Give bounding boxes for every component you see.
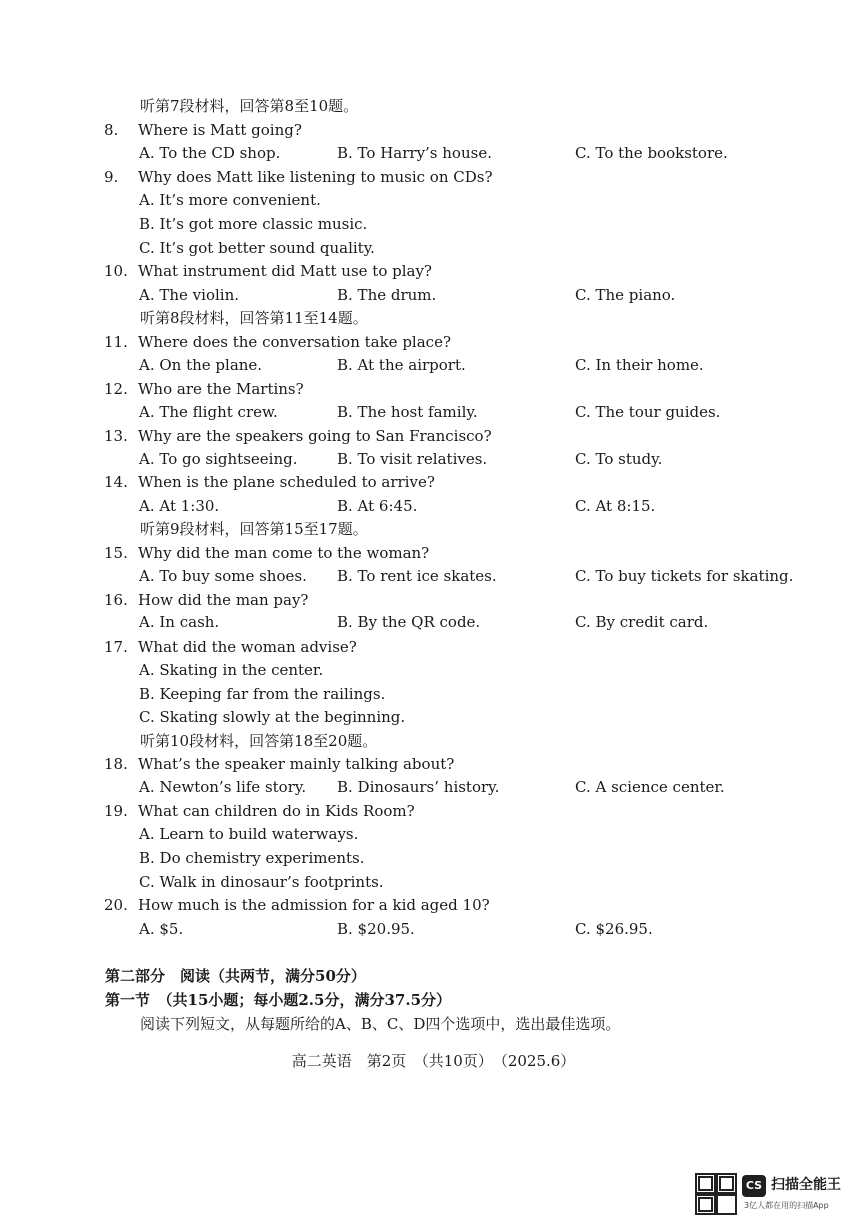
section-subtitle: 第一节 （共15小题；每小题2.5分，满分37.5分） [105, 991, 452, 1009]
question-9 [104, 167, 493, 187]
question-18 [104, 754, 454, 774]
question-text: Why does Matt like listening to music on CDs? [138, 168, 493, 186]
section-instruction: 听第10段材料，回答第18至20题。 [140, 732, 378, 750]
option-b: B. It’s got more classic music. [139, 215, 368, 233]
option-c: C. To study. [575, 450, 663, 468]
option-b: B. Dinosaurs’ history. [337, 778, 500, 796]
question-19 [104, 801, 415, 821]
question-text: What’s the speaker mainly talking about? [138, 755, 455, 773]
camscanner-logo: CS [742, 1175, 766, 1197]
question-number: 12. [104, 380, 128, 398]
question-13 [104, 426, 492, 446]
question-text: Where is Matt going? [138, 121, 302, 139]
option-a: A. Skating in the center. [139, 661, 324, 679]
question-15 [104, 543, 429, 563]
option-c: C. At 8:15. [575, 497, 656, 515]
question-number: 8. [104, 121, 119, 139]
question-number: 16. [104, 591, 128, 609]
option-c: C. Walk in dinosaur’s footprints. [139, 873, 384, 891]
question-text: What can children do in Kids Room? [138, 802, 415, 820]
option-a: A. It’s more convenient. [139, 191, 321, 209]
question-8 [104, 120, 302, 140]
question-text: Why are the speakers going to San Francisco? [138, 427, 492, 445]
question-number: 20. [104, 896, 128, 914]
option-a: A. The flight crew. [139, 403, 278, 421]
part-title: 第二部分 阅读（共两节，满分50分） [105, 967, 366, 985]
option-c: C. To buy tickets for skating. [575, 567, 794, 585]
option-b: B. The drum. [337, 286, 437, 304]
section-instruction: 听第9段材料，回答第15至17题。 [140, 520, 368, 538]
option-a: A. At 1:30. [139, 497, 220, 515]
option-c: C. By credit card. [575, 613, 709, 631]
question-text: How much is the admission for a kid aged 10? [138, 896, 490, 914]
camscanner-tagline: 3亿人都在用的扫描App [744, 1201, 829, 1210]
option-a: A. $5. [139, 920, 184, 938]
option-c: C. A science center. [575, 778, 725, 796]
reading-instruction: 阅读下列短文，从每题所给的A、B、C、D四个选项中，选出最佳选项。 [140, 1015, 621, 1033]
option-b: B. To rent ice skates. [337, 567, 497, 585]
question-12 [104, 379, 304, 399]
option-a: A. Learn to build waterways. [139, 825, 359, 843]
question-14 [104, 472, 435, 492]
question-number: 13. [104, 427, 128, 445]
question-text: What instrument did Matt use to play? [138, 262, 432, 280]
page-footer: 高二英语 第2页 （共10页） （2025.6） [291, 1052, 576, 1070]
option-b: B. Do chemistry experiments. [139, 849, 365, 867]
question-text: Who are the Martins? [138, 380, 304, 398]
option-c: C. It’s got better sound quality. [139, 239, 375, 257]
question-16 [104, 590, 308, 610]
option-c: C. $26.95. [575, 920, 653, 938]
option-b: B. To Harry’s house. [337, 144, 492, 162]
question-number: 14. [104, 473, 128, 491]
question-11 [104, 332, 451, 352]
question-number: 10. [104, 262, 128, 280]
question-text: Where does the conversation take place? [138, 333, 451, 351]
option-c: C. In their home. [575, 356, 704, 374]
question-number: 18. [104, 755, 128, 773]
question-text: When is the plane scheduled to arrive? [138, 473, 435, 491]
section-instruction: 听第7段材料，回答第8至10题。 [140, 97, 359, 115]
question-number: 15. [104, 544, 128, 562]
question-text: Why did the man come to the woman? [138, 544, 430, 562]
question-20 [104, 895, 490, 915]
option-a: A. On the plane. [139, 356, 263, 374]
question-number: 11. [104, 333, 128, 351]
question-number: 19. [104, 802, 128, 820]
question-10 [104, 261, 432, 281]
qr-code-icon [695, 1173, 737, 1215]
option-b: B. By the QR code. [337, 613, 481, 631]
camscanner-name: 扫描全能王 [771, 1177, 841, 1193]
option-b: B. The host family. [337, 403, 478, 421]
option-a: A. To go sightseeing. [139, 450, 298, 468]
question-text: What did the woman advise? [138, 638, 357, 656]
option-a: A. Newton’s life story. [139, 778, 307, 796]
option-b: B. To visit relatives. [337, 450, 488, 468]
option-b: B. At the airport. [337, 356, 466, 374]
question-number: 17. [104, 638, 128, 656]
section-instruction: 听第8段材料，回答第11至14题。 [140, 309, 368, 327]
question-17 [104, 637, 357, 657]
option-b: B. $20.95. [337, 920, 415, 938]
question-number: 9. [104, 168, 119, 186]
option-c: C. To the bookstore. [575, 144, 728, 162]
option-b: B. Keeping far from the railings. [139, 685, 386, 703]
option-b: B. At 6:45. [337, 497, 418, 515]
option-a: A. To buy some shoes. [139, 567, 307, 585]
question-text: How did the man pay? [138, 591, 309, 609]
option-c: C. The piano. [575, 286, 676, 304]
option-a: A. In cash. [139, 613, 220, 631]
option-c: C. The tour guides. [575, 403, 721, 421]
option-a: A. The violin. [139, 286, 240, 304]
option-c: C. Skating slowly at the beginning. [139, 708, 406, 726]
option-a: A. To the CD shop. [139, 144, 281, 162]
